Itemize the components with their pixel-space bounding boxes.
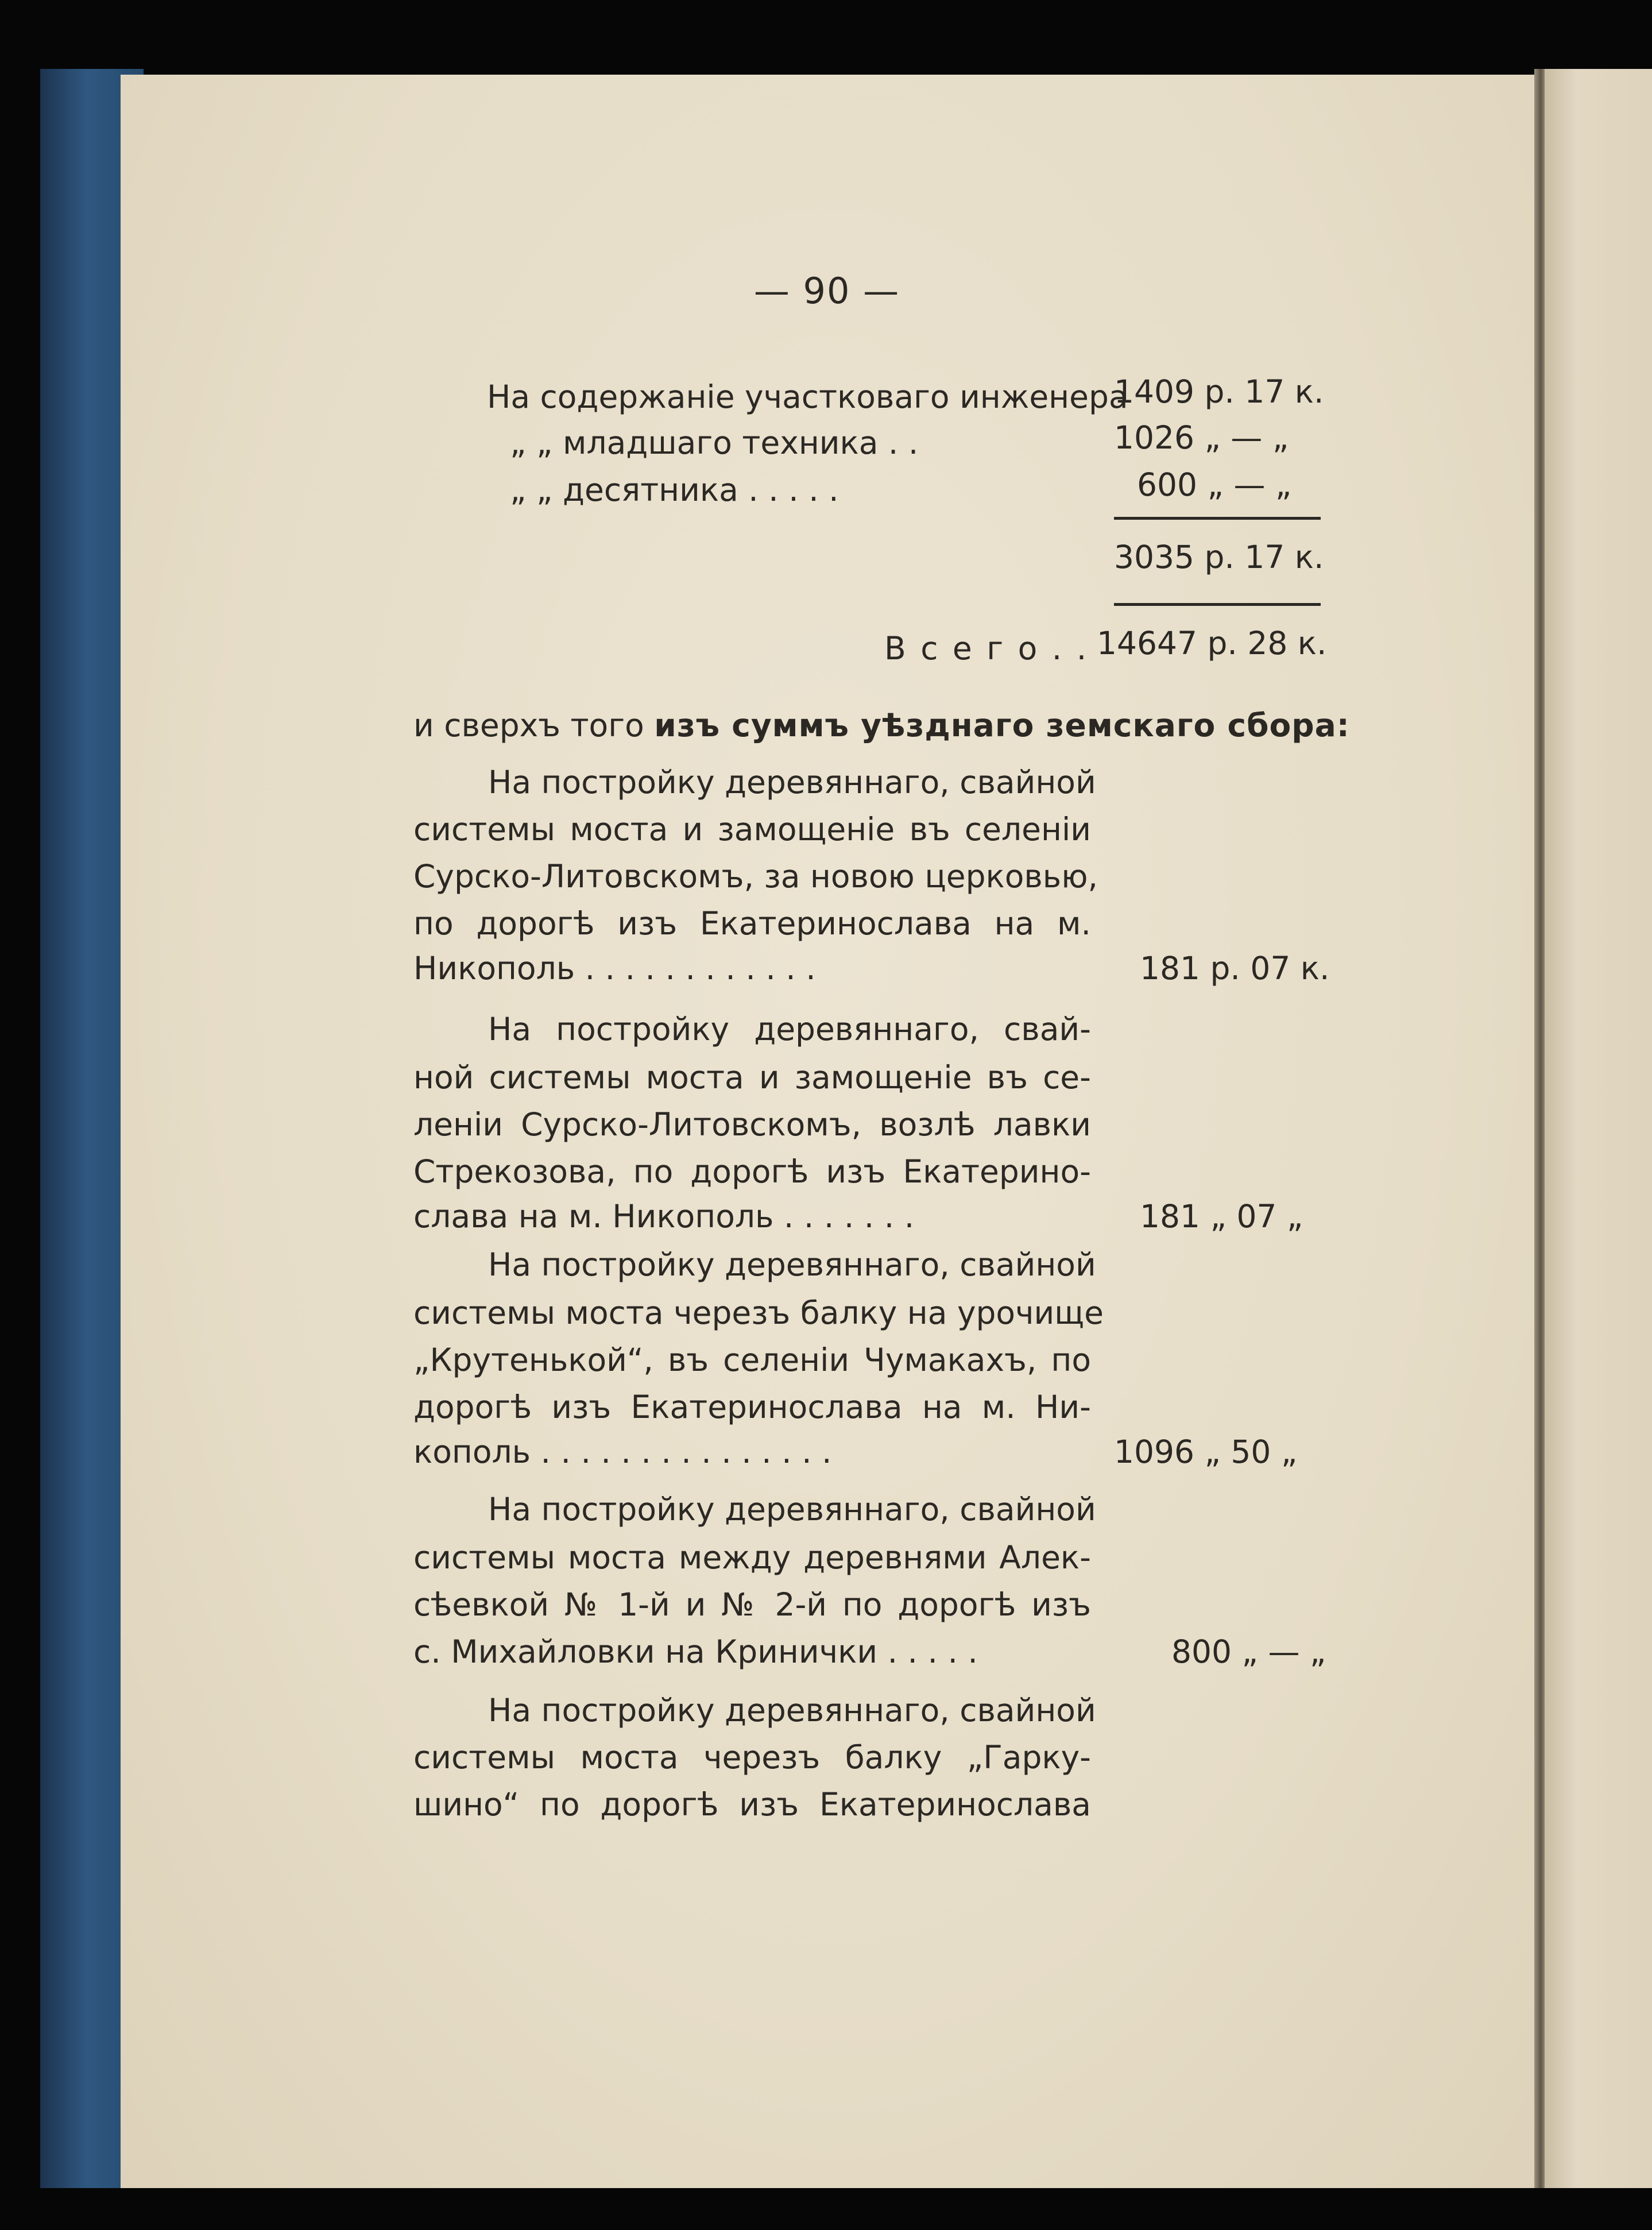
item-line: ной системы моста и замощеніе въ се-	[413, 1059, 1091, 1096]
item-line: шино“ по дорогѣ изъ Екатеринослава	[413, 1786, 1091, 1823]
item-line: сѣевкой № 1-й и № 2-й по дорогѣ изъ	[413, 1586, 1091, 1623]
item-line: На постройку деревяннаго, свайной	[488, 1246, 1096, 1283]
item-line: с. Михайловки на Кринички . . . . .	[413, 1633, 978, 1670]
item-line: На постройку деревяннаго, свай-	[488, 1011, 1091, 1048]
item-line: системы моста черезъ балку „Гарку-	[413, 1739, 1091, 1776]
section-heading	[413, 702, 1350, 749]
item-line: системы моста черезъ балку на урочище	[413, 1294, 1104, 1331]
salary-label: „ „ десятника . . . . .	[510, 471, 839, 508]
item-amount: 1096 „ 50 „	[1114, 1433, 1298, 1470]
total-rule	[1114, 603, 1321, 606]
salary-label: На содержаніе участковаго инженера	[487, 378, 1128, 415]
salary-label: „ „ младшаго техника . .	[510, 424, 919, 461]
salary-row-foreman	[510, 466, 839, 513]
item-line: Сурско-Литовскомъ, за новою церковью,	[413, 858, 1098, 895]
item-line: На постройку деревяннаго, свайной	[488, 1692, 1096, 1729]
item-line: Стрекозова, по дорогѣ изъ Екатерино-	[413, 1153, 1091, 1190]
item-line: слава на м. Никополь . . . . . . .	[413, 1198, 915, 1235]
total-label: В с е г о . .	[884, 630, 1089, 667]
item-line: „Крутенькой“, въ селеніи Чумакахъ, по	[413, 1342, 1091, 1378]
item-amount: 800 „ — „	[1171, 1633, 1326, 1670]
item-line: Никополь . . . . . . . . . . . .	[413, 950, 816, 987]
item-line: кополь . . . . . . . . . . . . . . .	[413, 1433, 832, 1470]
subtotal-rule	[1114, 517, 1321, 520]
salary-amount: 600 „ — „	[1137, 466, 1292, 503]
salary-amount: 1409 р. 17 к.	[1114, 373, 1324, 410]
facing-page-edge	[1545, 69, 1652, 2188]
item-line: по дорогѣ изъ Екатеринослава на м.	[413, 905, 1091, 942]
item-line: На постройку деревяннаго, свайной	[488, 1491, 1096, 1528]
subtotal-amount: 3035 р. 17 к.	[1114, 539, 1324, 575]
item-line: дорогѣ изъ Екатеринослава на м. Ни-	[413, 1389, 1091, 1425]
salary-row-technician	[510, 419, 918, 466]
item-line: системы моста между деревнями Алек-	[413, 1539, 1091, 1576]
salary-amount: 1026 „ — „	[1114, 419, 1289, 456]
section-heading-prefix: и сверхъ того	[413, 707, 644, 744]
page-number: — 90 —	[753, 270, 900, 312]
item-line: На постройку деревяннаго, свайной	[488, 764, 1096, 801]
item-line: леніи Сурско-Литовскомъ, возлѣ лавки	[413, 1106, 1091, 1143]
item-amount: 181 „ 07 „	[1140, 1198, 1303, 1235]
total-amount: 14647 р. 28 к.	[1097, 625, 1327, 662]
item-line: системы моста и замощеніе въ селеніи	[413, 811, 1091, 848]
salary-row-engineer	[487, 373, 1128, 420]
section-heading-bold: изъ суммъ уѣзднаго земскаго сбора:	[654, 707, 1350, 744]
item-amount: 181 р. 07 к.	[1140, 950, 1330, 987]
